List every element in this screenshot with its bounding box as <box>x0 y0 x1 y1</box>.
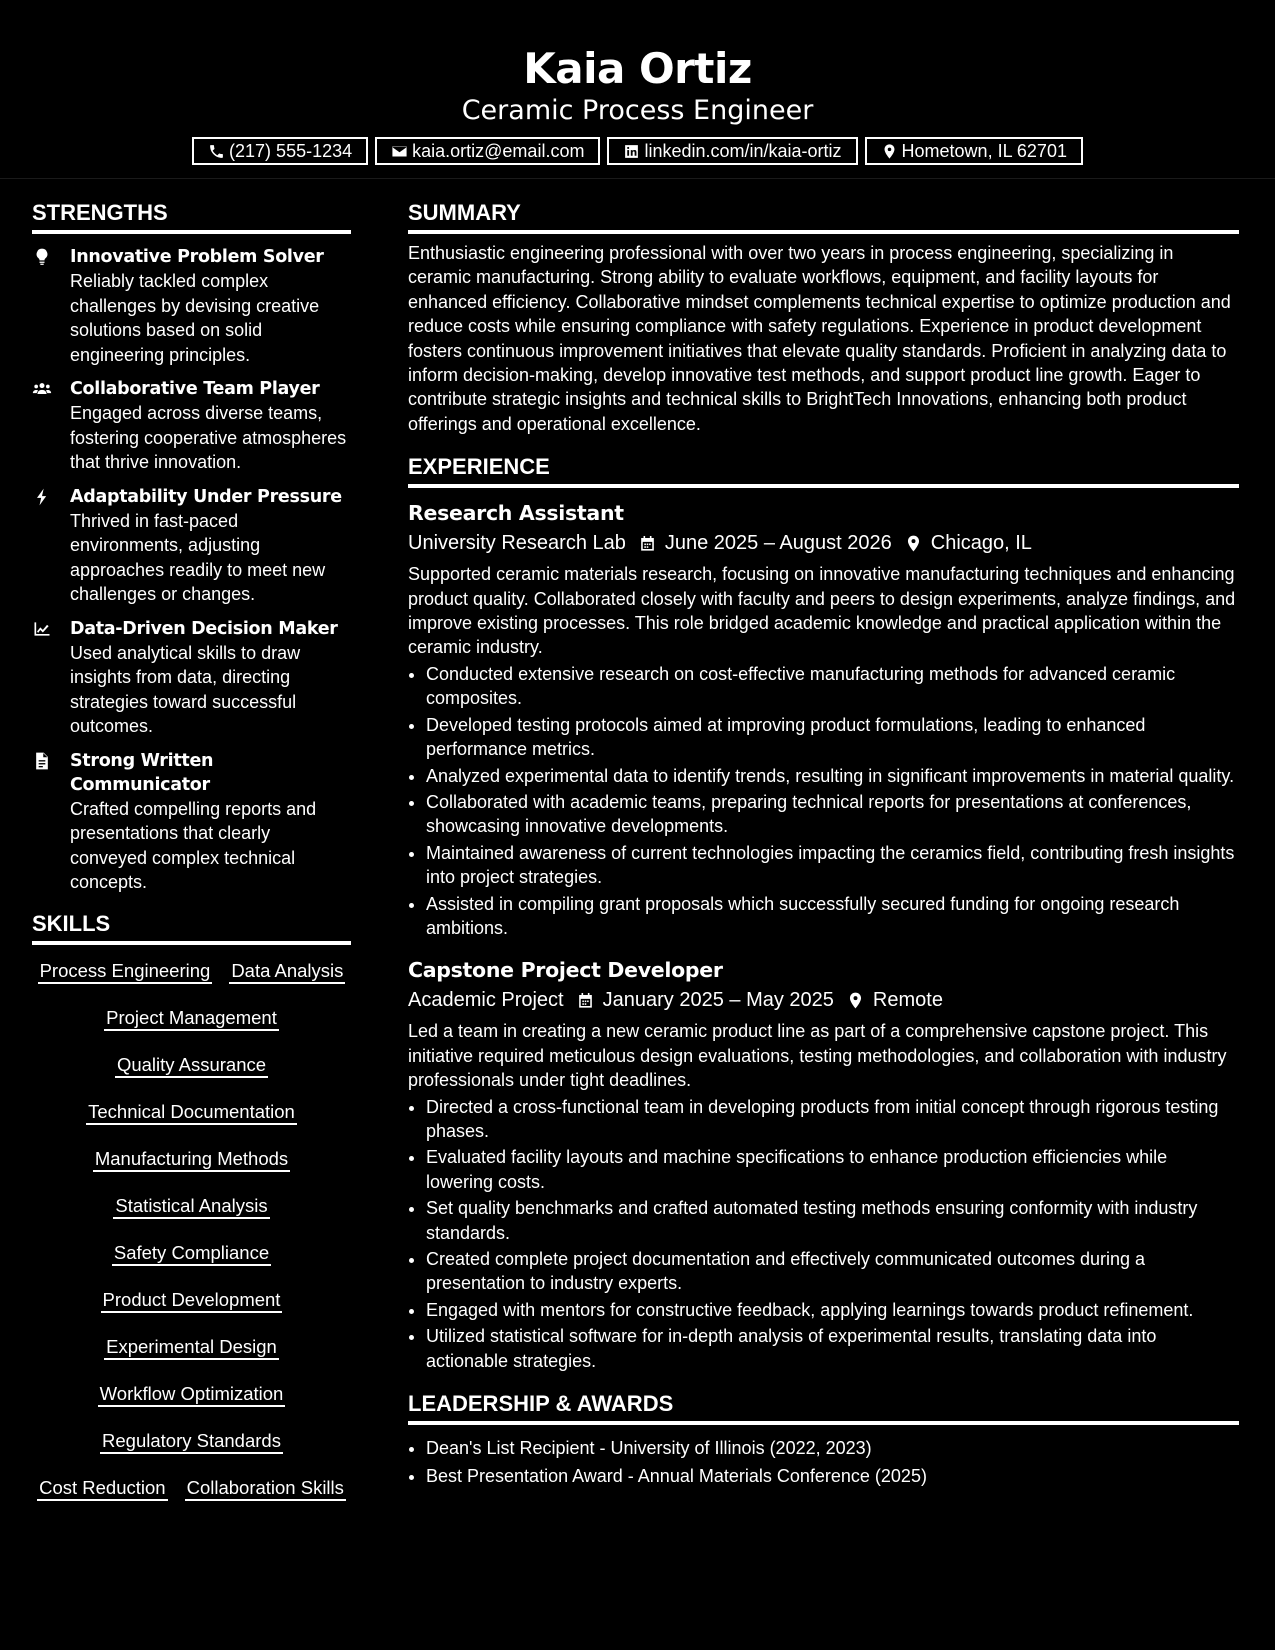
bolt-icon <box>32 487 52 507</box>
strength-name: Innovative Problem Solver <box>70 247 324 267</box>
skill-tag: Quality Assurance <box>115 1053 268 1078</box>
strength-item <box>32 377 351 475</box>
skills-heading: SKILLS <box>32 909 351 945</box>
job-bullet: • Conducted extensive research on cost-effective manufacturing methods for advanced ceramic composites. <box>426 662 1239 711</box>
skill-tag: Process Engineering <box>38 959 213 984</box>
contact-location[interactable] <box>865 137 1083 165</box>
strength-item <box>32 617 351 739</box>
skill-tag: Project Management <box>104 1006 279 1031</box>
skill-tag: Cost Reduction <box>37 1476 167 1501</box>
job-bullet: • Utilized statistical software for in-depth analysis of experimental results, translating data into actionable strategies. <box>426 1324 1239 1373</box>
job-description: Led a team in creating a new ceramic product line as part of a comprehensive capstone project. This initiative required meticulous design evaluations, testing methodologies, and collaboration with industry professionals under tight deadlines. <box>408 1021 1227 1091</box>
job-meta <box>408 528 1239 558</box>
award-item: • Best Presentation Award - Annual Materials Conference (2025) <box>426 1464 1239 1488</box>
job-org: Academic Project <box>408 989 564 1012</box>
job-entry <box>408 499 1239 940</box>
skill-tag: Experimental Design <box>104 1335 279 1360</box>
job-dates: June 2025 – August 2026 <box>664 532 892 555</box>
calendar-icon <box>576 991 595 1010</box>
job-description: Supported ceramic materials research, focusing on innovative manufacturing techniques and enhancing product quality. Collaborated closely with faculty and peers to design experiments, analyze findings, and improve existing processes. This role bridged academic knowledge and practical application within the ceramic industry. <box>408 564 1236 658</box>
skills-list <box>32 959 351 1501</box>
map-pin-icon <box>904 534 923 553</box>
summary-heading: SUMMARY <box>408 198 1239 234</box>
skill-tag: Safety Compliance <box>112 1241 271 1266</box>
phone-text: (217) 555-1234 <box>229 140 353 161</box>
job-dates: January 2025 – May 2025 <box>602 989 834 1012</box>
job-location: Chicago, IL <box>930 532 1032 555</box>
job-bullet: • Maintained awareness of current technologies impacting the ceramics field, contributing fresh insights into project strategies. <box>426 841 1239 890</box>
linkedin-text: linkedin.com/in/kaia-ortiz <box>644 140 842 161</box>
strength-desc: Crafted compelling reports and presentations that clearly conveyed complex technical concepts. <box>70 798 317 892</box>
contact-bar <box>0 137 1275 165</box>
summary-text: Enthusiastic engineering professional with over two years in process engineering, specializing in ceramic manufacturing. Strong ability to evaluate workflows, equipment, and facility layouts for enhanced efficiency. Collaborative mindset complements technical expertise to optimize production and reduce costs while ensuring compliance with safety regulations. Experience in product development fosters continuous improvement initiatives that elevate quality standards. Proficient in analyzing data to inform decision-making, develop innovative test methods, and support product line growth. Eager to contribute strategic insights and technical skills to BrightTech Innovations, enhancing both product offerings and operational excellence. <box>408 243 1231 434</box>
job-bullet: • Engaged with mentors for constructive feedback, applying learnings towards product refinement. <box>426 1298 1239 1322</box>
contact-phone[interactable] <box>192 137 368 165</box>
job-bullet: • Directed a cross-functional team in developing products from initial concept through rigorous testing phases. <box>426 1095 1239 1144</box>
job-title: Research Assistant <box>408 501 624 526</box>
strength-item <box>32 245 351 367</box>
strength-desc: Reliably tackled complex challenges by devising creative solutions based on solid engineering principles. <box>70 271 320 365</box>
experience-heading: EXPERIENCE <box>408 452 1239 488</box>
skill-tag: Workflow Optimization <box>98 1382 286 1407</box>
strength-desc: Thrived in fast-paced environments, adjusting approaches readily to meet new challenges or changes. <box>70 510 326 604</box>
job-bullet: • Collaborated with academic teams, preparing technical reports for presentations at conferences, showcasing innovative developments. <box>426 790 1239 839</box>
right-column <box>408 198 1239 1493</box>
contact-email[interactable] <box>375 137 600 165</box>
resume-header <box>0 0 1275 179</box>
skill-tag: Collaboration Skills <box>185 1476 346 1501</box>
strength-name: Adaptability Under Pressure <box>70 486 342 507</box>
job-bullet: • Evaluated facility layouts and machine specifications to enhance production efficiencies while lowering costs. <box>426 1145 1239 1194</box>
strength-name: Strong Written Communicator <box>70 750 214 795</box>
skill-tag: Technical Documentation <box>86 1100 297 1125</box>
location-text: Hometown, IL 62701 <box>901 140 1067 161</box>
skill-tag: Product Development <box>101 1288 283 1313</box>
map-pin-icon <box>881 143 898 160</box>
envelope-icon <box>391 143 408 160</box>
candidate-title: Ceramic Process Engineer <box>461 95 814 126</box>
document-icon <box>32 751 52 771</box>
strength-desc: Engaged across diverse teams, fostering cooperative atmospheres that thrive innovation. <box>70 403 347 472</box>
lightbulb-icon <box>32 247 52 267</box>
job-meta <box>408 985 1239 1015</box>
job-bullet: • Analyzed experimental data to identify trends, resulting in significant improvements in material quality. <box>426 764 1239 788</box>
awards-heading: LEADERSHIP & AWARDS <box>408 1389 1239 1425</box>
strengths-heading: STRENGTHS <box>32 198 351 234</box>
strength-name: Collaborative Team Player <box>70 379 320 399</box>
contact-linkedin[interactable] <box>607 137 857 165</box>
job-title: Capstone Project Developer <box>408 958 723 983</box>
strength-desc: Used analytical skills to draw insights from data, directing strategies toward successful outcomes. <box>70 642 301 736</box>
skill-tag: Manufacturing Methods <box>93 1147 290 1172</box>
job-bullets <box>408 662 1239 940</box>
awards-list <box>408 1436 1239 1489</box>
strength-item <box>32 749 351 895</box>
job-entry <box>408 956 1239 1373</box>
skill-tag: Data Analysis <box>229 959 345 984</box>
phone-icon <box>208 143 225 160</box>
left-column <box>32 198 351 1501</box>
job-bullet: • Assisted in compiling grant proposals which successfully secured funding for ongoing research ambitions. <box>426 892 1239 941</box>
job-bullet: • Created complete project documentation and effectively communicated outcomes during a presentation to industry experts. <box>426 1247 1239 1296</box>
award-item: • Dean's List Recipient - University of Illinois (2022, 2023) <box>426 1436 1239 1460</box>
chart-line-icon <box>32 619 52 639</box>
strength-name: Data-Driven Decision Maker <box>70 618 338 639</box>
skill-tag: Regulatory Standards <box>100 1429 283 1454</box>
email-text: kaia.ortiz@email.com <box>412 140 585 161</box>
map-pin-icon <box>846 991 865 1010</box>
calendar-icon <box>638 534 657 553</box>
job-bullet: • Set quality benchmarks and crafted automated testing methods ensuring conformity with industry standards. <box>426 1196 1239 1245</box>
strength-item <box>32 485 351 607</box>
job-bullet: • Developed testing protocols aimed at improving product formulations, leading to enhanced performance metrics. <box>426 713 1239 762</box>
job-bullets <box>408 1095 1239 1373</box>
job-org: University Research Lab <box>408 532 626 555</box>
job-location: Remote <box>872 989 943 1012</box>
users-icon <box>32 379 52 399</box>
linkedin-icon <box>623 143 640 160</box>
skill-tag: Statistical Analysis <box>113 1194 269 1219</box>
candidate-name: Kaia Ortiz <box>523 44 752 93</box>
